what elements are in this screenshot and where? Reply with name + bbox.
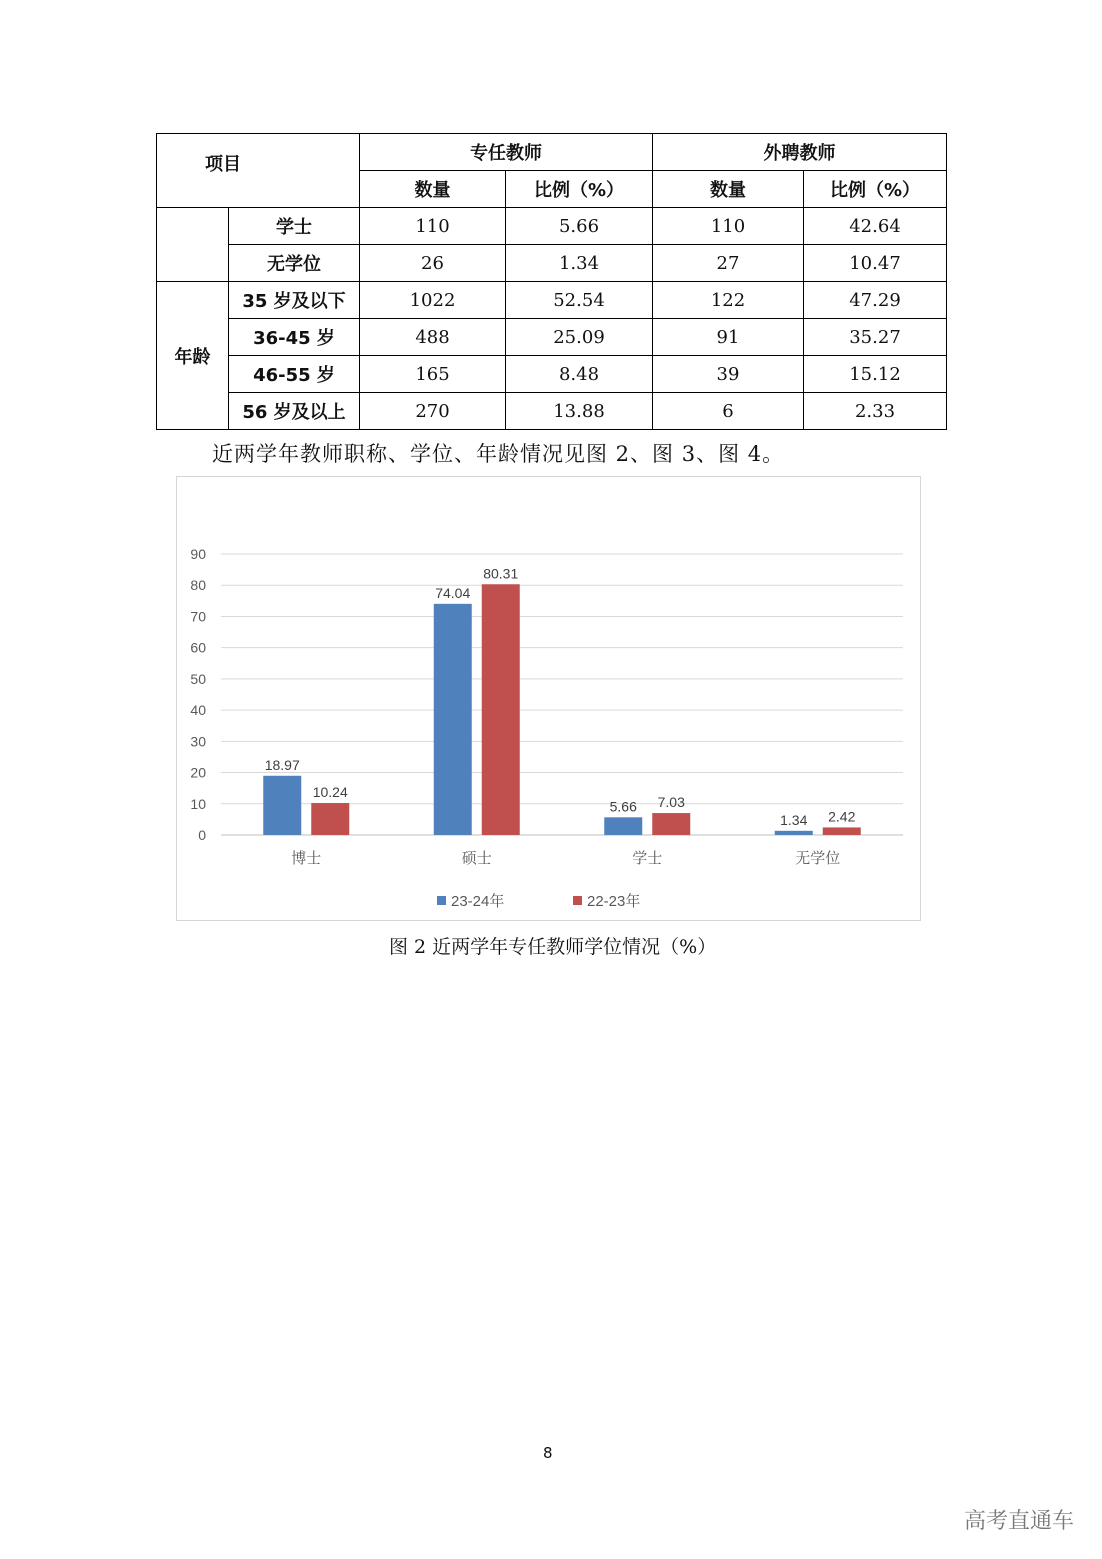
legend-label: 22-23年 (587, 893, 641, 910)
table-row (157, 319, 947, 356)
item-header: 项目 (157, 134, 360, 208)
bar (775, 831, 813, 835)
age-group-header: 年龄 (157, 282, 229, 430)
y-tick-label: 90 (190, 546, 206, 562)
cell-value: 1.34 (506, 245, 653, 282)
row-label: 56 岁及以上 (229, 393, 360, 430)
y-tick-label: 0 (198, 827, 206, 843)
chart-svg (177, 477, 922, 922)
row-label: 46-55 岁 (229, 356, 360, 393)
data-label: 5.66 (609, 798, 637, 815)
bar (823, 827, 861, 835)
cell-value: 165 (360, 356, 506, 393)
external-teacher-header: 外聘教师 (653, 134, 947, 171)
cell-value: 26 (360, 245, 506, 282)
cell-value: 15.12 (804, 356, 947, 393)
cell-value: 42.64 (804, 208, 947, 245)
bar (652, 813, 690, 835)
row-label: 36-45 岁 (229, 319, 360, 356)
teacher-stats-table (156, 133, 947, 430)
legend-swatch (437, 896, 446, 905)
data-label: 18.97 (264, 756, 300, 773)
y-tick-label: 10 (190, 795, 206, 812)
y-tick-label: 80 (190, 577, 206, 594)
row-label: 35 岁及以下 (229, 282, 360, 319)
cell-value: 6 (653, 393, 804, 430)
table-row (157, 245, 947, 282)
table-row (157, 208, 947, 245)
cell-value: 35.27 (804, 319, 947, 356)
row-label: 无学位 (229, 245, 360, 282)
cell-value: 47.29 (804, 282, 947, 319)
cell-value: 52.54 (506, 282, 653, 319)
legend-label: 23-24年 (451, 893, 505, 910)
row-label: 学士 (229, 208, 360, 245)
fulltime-ratio-header: 比例（%） (506, 171, 653, 208)
degree-group-cell (157, 208, 229, 282)
cell-value: 91 (653, 319, 804, 356)
data-label: 74.04 (435, 584, 471, 601)
y-tick-label: 20 (190, 764, 206, 781)
bar (311, 803, 349, 835)
page-number: 8 (543, 1444, 553, 1462)
x-category-label: 学士 (632, 849, 663, 867)
cell-value: 488 (360, 319, 506, 356)
cell-value: 8.48 (506, 356, 653, 393)
table-row (157, 282, 947, 319)
cell-value: 5.66 (506, 208, 653, 245)
fulltime-teacher-header: 专任教师 (360, 134, 653, 171)
figure-caption: 图 2 近两学年专任教师学位情况（%） (389, 936, 717, 958)
data-label: 2.42 (828, 808, 856, 825)
bar (604, 817, 642, 835)
y-tick-label: 50 (190, 670, 206, 687)
cell-value: 2.33 (804, 393, 947, 430)
y-tick-label: 60 (190, 639, 206, 656)
y-tick-label: 70 (190, 608, 206, 625)
cell-value: 39 (653, 356, 804, 393)
legend-swatch (573, 896, 582, 905)
table-row (157, 356, 947, 393)
external-ratio-header: 比例（%） (804, 171, 947, 208)
y-tick-label: 40 (190, 702, 206, 719)
cell-value: 1022 (360, 282, 506, 319)
x-category-label: 无学位 (795, 849, 841, 867)
x-category-label: 硕士 (461, 849, 492, 867)
bar (263, 776, 301, 835)
fulltime-count-header: 数量 (360, 171, 506, 208)
external-count-header: 数量 (653, 171, 804, 208)
cell-value: 27 (653, 245, 804, 282)
cell-value: 270 (360, 393, 506, 430)
bar (482, 584, 520, 835)
data-label: 10.24 (312, 784, 348, 801)
degree-bar-chart (176, 476, 921, 921)
x-category-label: 博士 (291, 849, 322, 867)
table-row (157, 393, 947, 430)
data-label: 1.34 (780, 811, 808, 828)
cell-value: 10.47 (804, 245, 947, 282)
watermark-text: 高考直通车 (964, 1509, 1075, 1534)
y-tick-label: 30 (190, 733, 206, 750)
body-paragraph: 近两学年教师职称、学位、年龄情况见图 2、图 3、图 4。 (212, 442, 785, 466)
cell-value: 25.09 (506, 319, 653, 356)
cell-value: 122 (653, 282, 804, 319)
data-label: 80.31 (483, 565, 519, 582)
bar (434, 604, 472, 835)
cell-value: 13.88 (506, 393, 653, 430)
cell-value: 110 (653, 208, 804, 245)
cell-value: 110 (360, 208, 506, 245)
data-label: 7.03 (657, 794, 685, 811)
